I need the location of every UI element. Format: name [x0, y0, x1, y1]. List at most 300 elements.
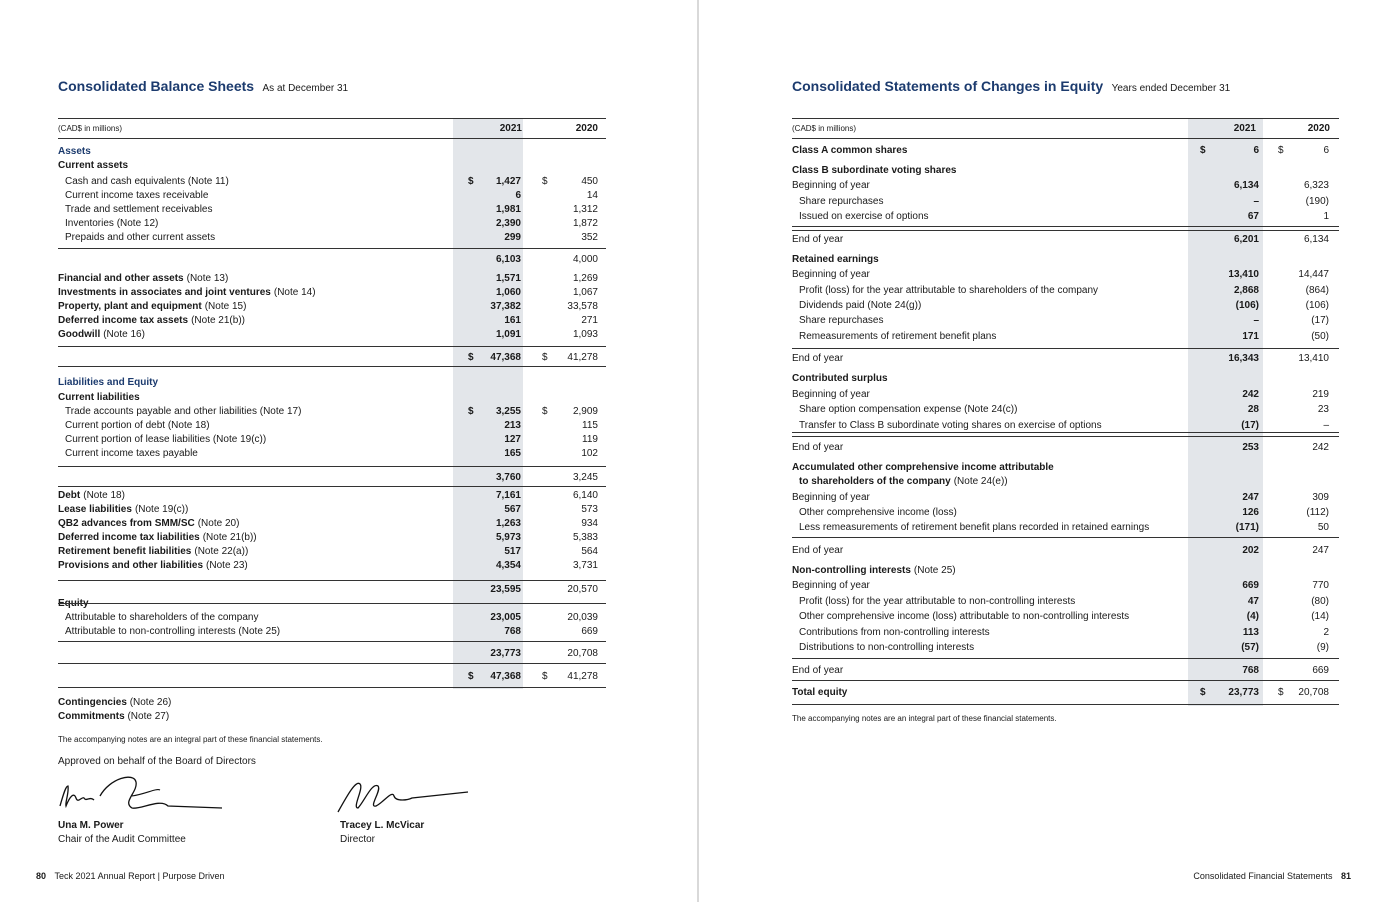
table-row: [792, 314, 1339, 328]
value-2021: 6: [1253, 145, 1259, 156]
table-row: [792, 403, 1339, 417]
value-2020: (190): [1305, 196, 1329, 207]
table-row: [792, 506, 1339, 520]
row-label: End of year: [792, 353, 844, 364]
value-2020: 6,134: [1303, 234, 1329, 245]
table-rule: [792, 658, 1339, 659]
row-label: Class A common shares: [792, 145, 908, 156]
row-note: (Note 15): [204, 301, 247, 312]
table-row: [58, 159, 606, 173]
table-row: [792, 372, 1339, 386]
currency-symbol-2021: $: [468, 352, 474, 363]
table-row: [58, 597, 606, 611]
value-2020: 13,410: [1298, 353, 1329, 364]
table-row: [58, 471, 606, 485]
value-2021: 517: [504, 546, 521, 557]
table-rule: [58, 580, 606, 581]
value-2021: 23,595: [490, 584, 521, 595]
value-2020: 119: [582, 434, 598, 445]
row-label: Other comprehensive income (loss): [799, 507, 957, 518]
balance-sheet-table: [58, 118, 606, 689]
row-label: Class B subordinate voting shares: [792, 165, 957, 176]
row-note: (Note 14): [273, 287, 316, 298]
row-note: (Note 13): [186, 273, 229, 284]
value-2020: (112): [1306, 507, 1329, 518]
value-2020: 6: [1323, 145, 1329, 156]
row-label: Other comprehensive income (loss) attributable to non-controlling interests: [799, 611, 1130, 622]
table-rule: [58, 663, 606, 664]
currency-symbol-2021: $: [468, 406, 474, 417]
row-label: Assets: [58, 146, 91, 157]
table-rule: [58, 687, 606, 688]
value-2021: 247: [1242, 492, 1259, 503]
table-row: [58, 559, 606, 573]
row-label: Remeasurements of retirement benefit plans: [799, 331, 997, 342]
value-2020: 219: [1312, 389, 1329, 400]
right-footer: [1193, 871, 1351, 881]
table-rule: [58, 466, 606, 467]
value-2021: 669: [1242, 580, 1259, 591]
currency-symbol-2020: $: [542, 671, 548, 682]
value-2020: (50): [1311, 331, 1329, 342]
row-label: Total equity: [792, 687, 848, 698]
value-2021: 16,343: [1228, 353, 1259, 364]
value-2021: (171): [1235, 522, 1259, 533]
table-rule: [58, 486, 606, 487]
table-row: [58, 647, 606, 661]
value-2021: 768: [1242, 665, 1259, 676]
table-row: [58, 503, 606, 517]
value-2021: 202: [1242, 545, 1259, 556]
table-row: [58, 583, 606, 597]
value-2021: 567: [504, 504, 521, 515]
value-2020: (80): [1311, 596, 1329, 607]
table-rule: [58, 366, 606, 367]
table-row: [792, 610, 1339, 624]
value-2021: 768: [504, 626, 521, 637]
value-2020: 309: [1312, 492, 1329, 503]
table-rule: [792, 348, 1339, 349]
header-rule: [58, 138, 606, 139]
value-2021: 1,427: [495, 176, 521, 187]
value-2021: 47: [1247, 596, 1259, 607]
row-label: End of year: [792, 234, 844, 245]
table-row: [792, 164, 1339, 178]
table-row: [58, 189, 606, 203]
table-row: [792, 268, 1339, 282]
value-2021: 161: [504, 315, 521, 326]
approval-statement: Approved on behalf of the Board of Directors: [58, 756, 256, 767]
table-row: [792, 461, 1339, 475]
row-label: Cash and cash equivalents (Note 11): [65, 176, 229, 187]
value-2020: 6,140: [572, 490, 598, 501]
table-row: [58, 447, 606, 461]
table-row: [792, 233, 1339, 247]
value-2021: 2,390: [495, 218, 521, 229]
table-row: [58, 376, 606, 390]
value-2020: 20,708: [1298, 687, 1329, 698]
table-row: [58, 517, 606, 531]
row-label: Beginning of year: [792, 580, 870, 591]
footer-text-right: Consolidated Financial Statements: [1193, 871, 1333, 881]
row-label: Investments in associates and joint ventures (Note 14): [58, 287, 316, 298]
row-note: (Note 21(b)): [191, 315, 245, 326]
value-2021: 253: [1242, 442, 1259, 453]
row-label: Less remeasurements of retirement benefit plans recorded in retained earnings: [799, 522, 1150, 533]
row-label: Provisions and other liabilities (Note 23): [58, 560, 248, 571]
row-label: Dividends paid (Note 24(g)): [799, 300, 922, 311]
signer1-title: Chair of the Audit Committee: [58, 834, 186, 845]
value-2020: 3,245: [572, 472, 598, 483]
value-2020: 14,447: [1298, 269, 1329, 280]
row-note: (Note 24(e)): [953, 476, 1008, 487]
table-row: [792, 299, 1339, 313]
equity-subtitle: Years ended December 31: [1111, 83, 1231, 94]
row-label: Distributions to non-controlling interests: [799, 642, 975, 653]
table-row: [792, 330, 1339, 344]
value-2021: 113: [1242, 627, 1259, 638]
table-row: [792, 641, 1339, 655]
commitments-line: Commitments (Note 27): [58, 711, 170, 722]
table-row: [58, 611, 606, 625]
row-note: (Note 19(c)): [134, 504, 189, 515]
table-row: [792, 521, 1339, 535]
value-2021: 1,091: [495, 329, 521, 340]
balance-sheet-page: [0, 0, 697, 902]
row-label: Inventories (Note 12): [65, 218, 159, 229]
table-row: [792, 595, 1339, 609]
row-label: End of year: [792, 442, 844, 453]
value-2021: 3,760: [495, 472, 521, 483]
row-label: Financial and other assets (Note 13): [58, 273, 229, 284]
table-row: [58, 351, 606, 365]
value-2020: 573: [581, 504, 598, 515]
value-2020: 770: [1312, 580, 1329, 591]
value-2020: 20,039: [567, 612, 598, 623]
value-2021: 1,571: [495, 273, 521, 284]
table-rule: [792, 226, 1339, 227]
row-label: Beginning of year: [792, 269, 870, 280]
value-2020: 2: [1323, 627, 1329, 638]
value-2021: 299: [504, 232, 521, 243]
row-label: Equity: [58, 598, 89, 609]
table-row: [792, 144, 1339, 158]
page-number-left: 80: [36, 871, 47, 881]
contingencies-line: Contingencies (Note 26): [58, 697, 172, 708]
table-row: [58, 489, 606, 503]
value-2020: 1: [1323, 211, 1329, 222]
value-2020: –: [1323, 420, 1329, 431]
row-label: Trade and settlement receivables: [65, 204, 213, 215]
row-label: Beginning of year: [792, 492, 870, 503]
value-2021: 6,134: [1233, 180, 1259, 191]
table-row: [58, 433, 606, 447]
row-label: Contributions from non-controlling interests: [799, 627, 990, 638]
value-2020: 20,708: [567, 648, 598, 659]
table-rule: [792, 436, 1339, 437]
row-note: (Note 25): [913, 565, 956, 576]
table-rule: [792, 230, 1339, 231]
value-2020: 33,578: [567, 301, 598, 312]
page-spine: [697, 0, 699, 902]
row-label: Deferred income tax liabilities (Note 21(b)): [58, 532, 257, 543]
table-rule: [58, 346, 606, 347]
table-rule: [792, 680, 1339, 681]
value-2021: 6: [515, 190, 521, 201]
table-row: [792, 626, 1339, 640]
row-label: Contributed surplus: [792, 373, 888, 384]
table-row: [58, 217, 606, 231]
table-row: [58, 300, 606, 314]
value-2020: 6,323: [1303, 180, 1329, 191]
value-2021: 6,201: [1233, 234, 1259, 245]
table-row: [58, 286, 606, 300]
table-row: [792, 686, 1339, 700]
row-label: Current income taxes receivable: [65, 190, 209, 201]
value-2021: (17): [1241, 420, 1259, 431]
row-label: Current assets: [58, 160, 129, 171]
row-label: QB2 advances from SMM/SC (Note 20): [58, 518, 240, 529]
value-2020: 1,872: [572, 218, 598, 229]
value-2021: 213: [504, 420, 521, 431]
signer2-name: Tracey L. McVicar: [340, 820, 425, 831]
unit-label: (CAD$ in millions): [58, 124, 123, 133]
value-2021: 7,161: [495, 490, 521, 501]
value-2021: (57): [1241, 642, 1259, 653]
value-2020: 1,067: [572, 287, 598, 298]
value-2021: 242: [1242, 389, 1259, 400]
table-row: [792, 441, 1339, 455]
table-rule: [58, 248, 606, 249]
table-row: [58, 314, 606, 328]
row-label: Attributable to shareholders of the company: [65, 612, 259, 623]
row-note: (Note 23): [206, 560, 248, 571]
equity-statement-page: [700, 0, 1395, 902]
row-label: Retained earnings: [792, 254, 879, 265]
table-rule: [792, 537, 1339, 538]
row-label: Lease liabilities (Note 19(c)): [58, 504, 189, 515]
value-2021: 5,973: [495, 532, 521, 543]
value-2020: 3,731: [572, 560, 598, 571]
value-2020: 2,909: [572, 406, 598, 417]
value-2020: 50: [1317, 522, 1329, 533]
value-2021: 13,410: [1228, 269, 1259, 280]
value-2021: 6,103: [495, 254, 521, 265]
row-label: Debt (Note 18): [58, 490, 125, 501]
value-2021: 47,368: [490, 352, 521, 363]
table-row: [58, 203, 606, 217]
value-2020: 41,278: [567, 671, 598, 682]
row-label: Prepaids and other current assets: [65, 232, 216, 243]
table-row: [58, 272, 606, 286]
row-label: End of year: [792, 665, 844, 676]
row-note: (Note 22(a)): [194, 546, 249, 557]
unit-label: (CAD$ in millions): [792, 124, 857, 133]
row-label: Share repurchases: [799, 315, 884, 326]
currency-symbol-2021: $: [468, 176, 474, 187]
value-2021: (4): [1246, 611, 1259, 622]
table-row: [58, 531, 606, 545]
row-label: Non-controlling interests (Note 25): [792, 565, 956, 576]
value-2020: 271: [581, 315, 598, 326]
row-label: Liabilities and Equity: [58, 377, 159, 388]
row-note: (Note 21(b)): [202, 532, 257, 543]
table-row: [792, 253, 1339, 267]
value-2020: 102: [581, 448, 598, 459]
table-header-row: [58, 122, 606, 136]
value-2021: 23,773: [1228, 687, 1259, 698]
table-row: [792, 195, 1339, 209]
value-2021: 2,868: [1233, 285, 1259, 296]
row-label: Profit (loss) for the year attributable to shareholders of the company: [799, 285, 1099, 296]
value-2021: 67: [1247, 211, 1259, 222]
row-label: Current income taxes payable: [65, 448, 198, 459]
table-row: [58, 670, 606, 684]
table-row: [792, 419, 1339, 433]
value-2021: 28: [1247, 404, 1259, 415]
value-2021: 171: [1242, 331, 1259, 342]
value-2020: (106): [1305, 300, 1329, 311]
table-rule: [58, 641, 606, 642]
value-2021: 1,263: [495, 518, 521, 529]
value-2020: 1,312: [572, 204, 598, 215]
table-row: [792, 564, 1339, 578]
footnote: The accompanying notes are an integral part of these financial statements.: [58, 735, 323, 744]
row-note: (Note 20): [197, 518, 240, 529]
value-2020: (14): [1311, 611, 1329, 622]
table-row: [792, 284, 1339, 298]
column-2020: 2020: [1307, 123, 1330, 134]
value-2021: 1,060: [495, 287, 521, 298]
currency-symbol-2020: $: [542, 176, 548, 187]
value-2021: 126: [1242, 507, 1259, 518]
value-2021: 1,981: [495, 204, 521, 215]
value-2020: 1,093: [572, 329, 598, 340]
value-2020: 41,278: [567, 352, 598, 363]
row-label: Accumulated other comprehensive income attributable: [792, 462, 1054, 473]
value-2020: 247: [1312, 545, 1329, 556]
balance-sheet-title: Consolidated Balance Sheets: [58, 78, 255, 94]
table-row: [792, 475, 1339, 489]
value-2021: 3,255: [495, 406, 521, 417]
row-label: Transfer to Class B subordinate voting shares on exercise of options: [799, 420, 1102, 431]
balance-sheet-subtitle: As at December 31: [262, 83, 349, 94]
value-2021: 23,005: [490, 612, 521, 623]
value-2020: 1,269: [572, 273, 598, 284]
table-rule: [792, 704, 1339, 705]
row-label: Beginning of year: [792, 389, 870, 400]
value-2020: 934: [581, 518, 598, 529]
table-row: [792, 352, 1339, 366]
footer-text-left: Teck 2021 Annual Report | Purpose Driven: [54, 871, 225, 881]
currency-symbol-2021: $: [468, 671, 474, 682]
row-note: (Note 16): [103, 329, 145, 340]
table-row: [792, 579, 1339, 593]
row-label: Share repurchases: [799, 196, 884, 207]
table-row: [792, 491, 1339, 505]
table-row: [58, 328, 606, 342]
row-label: Trade accounts payable and other liabilities (Note 17): [65, 406, 302, 417]
table-rule: [58, 603, 606, 604]
value-2020: (864): [1305, 285, 1329, 296]
currency-symbol-2020: $: [1278, 145, 1284, 156]
table-row: [58, 145, 606, 159]
table-row: [58, 253, 606, 267]
value-2020: 352: [581, 232, 598, 243]
value-2021: 165: [504, 448, 521, 459]
value-2020: 23: [1317, 404, 1329, 415]
row-label: Deferred income tax assets (Note 21(b)): [58, 315, 245, 326]
column-2021: 2021: [499, 123, 522, 134]
row-label: Attributable to non-controlling interests (Note 25): [65, 626, 281, 637]
currency-symbol-2020: $: [542, 406, 548, 417]
value-2021: –: [1253, 196, 1259, 207]
value-2020: 669: [581, 626, 598, 637]
value-2021: (106): [1235, 300, 1259, 311]
value-2021: –: [1253, 315, 1259, 326]
column-2021: 2021: [1233, 123, 1256, 134]
currency-symbol-2020: $: [1278, 687, 1284, 698]
value-2020: 14: [586, 190, 598, 201]
table-row: [58, 545, 606, 559]
table-row: [792, 179, 1339, 193]
row-label: Property, plant and equipment (Note 15): [58, 301, 247, 312]
signature-una-power: [56, 772, 226, 816]
currency-symbol-2020: $: [542, 352, 548, 363]
equity-table: [792, 118, 1339, 706]
value-2020: 669: [1312, 665, 1329, 676]
currency-symbol-2021: $: [1200, 145, 1206, 156]
table-rule: [792, 432, 1339, 433]
value-2021: 47,368: [490, 671, 521, 682]
value-2020: 115: [582, 420, 598, 431]
row-label: to shareholders of the company (Note 24(e)): [799, 476, 1008, 487]
signature-tracey-mcvicar: [334, 774, 474, 818]
value-2020: (9): [1316, 642, 1329, 653]
table-row: [792, 388, 1339, 402]
table-row: [58, 175, 606, 189]
value-2020: 20,570: [567, 584, 598, 595]
table-row: [792, 544, 1339, 558]
value-2021: 4,354: [495, 560, 521, 571]
page-number-right: 81: [1340, 871, 1351, 881]
signer2-title: Director: [340, 834, 376, 845]
footnote: The accompanying notes are an integral part of these financial statements.: [792, 714, 1057, 723]
table-row: [792, 210, 1339, 224]
table-row: [58, 625, 606, 639]
row-label: Current liabilities: [58, 392, 140, 403]
row-label: Profit (loss) for the year attributable to non-controlling interests: [799, 596, 1076, 607]
left-footer: [36, 871, 224, 881]
row-label: Current portion of debt (Note 18): [65, 420, 210, 431]
column-2020: 2020: [575, 123, 598, 134]
value-2020: 242: [1312, 442, 1329, 453]
value-2021: 127: [504, 434, 521, 445]
table-row: [792, 664, 1339, 678]
table-row: [58, 405, 606, 419]
value-2020: 5,383: [572, 532, 598, 543]
balance-sheet-heading: [58, 78, 348, 96]
row-label: Issued on exercise of options: [799, 211, 929, 222]
signer1-name: Una M. Power: [58, 820, 124, 831]
row-note: (Note 18): [83, 490, 125, 501]
header-rule: [792, 138, 1339, 139]
equity-heading: [792, 78, 1230, 96]
table-row: [58, 231, 606, 245]
table-header-row: [792, 122, 1339, 136]
table-row: [58, 391, 606, 405]
row-label: Current portion of lease liabilities (Note 19(c)): [65, 434, 267, 445]
